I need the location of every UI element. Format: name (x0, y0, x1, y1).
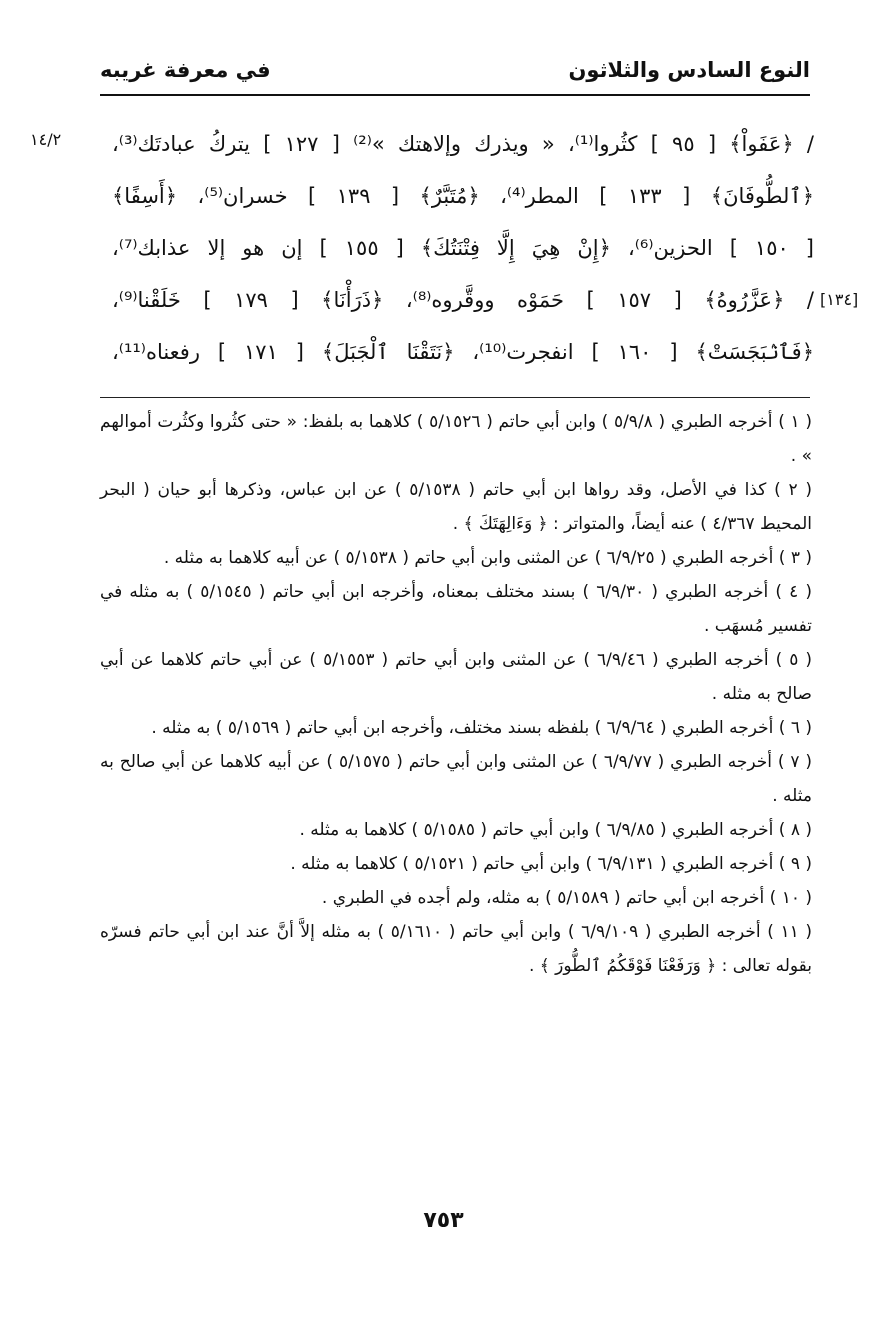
footnote-number: ( ٤ ) (775, 582, 812, 602)
footnote-item (100, 643, 812, 711)
footnote-text: أخرجه الطبري ( ٦/٩/٧٧ ) عن المثنى وابن أبي حاتم ( ٥/١٥٧٥ ) عن أبيه كلاهما عن أبي صالح به مثله . (100, 752, 812, 806)
footnote-text: أخرجه الطبري ( ٦/٩/١٣١ ) وابن أبي حاتم ( ٥/١٥٢١ ) كلاهما به مثله . (290, 854, 774, 874)
footnote-number: ( ٥ ) (775, 650, 813, 670)
footnote-number: ( ١ ) (778, 412, 813, 432)
footnote-text: أخرجه الطبري ( ٦/٩/٢٥ ) عن المثنى وابن أبي حاتم ( ٥/١٥٣٨ ) عن أبيه كلاهما به مثله . (163, 548, 774, 568)
text-line: [ ١٥٠ ] الحزين⁽⁶⁾، ﴿إِنْ هِيَ إِلَّا فِتْنَتُكَ﴾ [ ١٥٥ ] إن هو إلا عذابك⁽⁷⁾، (112, 236, 814, 260)
page-number: ٧٥٣ (423, 1208, 464, 1233)
footnote-item (100, 541, 812, 575)
footnote-number: ( ١١ ) (767, 922, 812, 942)
footnote-item (100, 847, 812, 881)
footnote-item (100, 745, 812, 813)
footnote-number: ( ٢ ) (774, 480, 812, 500)
footnotes (100, 405, 812, 983)
footnote-text: أخرجه الطبري ( ٦/٩/٤٦ ) عن المثنى وابن أبي حاتم ( ٥/١٥٥٣ ) عن أبي حاتم كلاهما عن أبي صالح به مثله . (100, 650, 812, 704)
footnote-item (100, 915, 812, 983)
footnote-number: ( ٣ ) (778, 548, 812, 568)
footnote-text: أخرجه الطبري ( ٦/٩/٦٤ ) بلفظه بسند مختلف، وأخرجه ابن أبي حاتم ( ٥/١٥٦٩ ) به مثله . (151, 718, 774, 738)
footnote-text: كذا في الأصل، وقد رواها ابن أبي حاتم ( ٥/١٥٣٨ ) عن ابن عباس، وذكرها أبو حيان ( البحر المحيط ٤/٣٦٧ ) عنه أيضاً، والمتواتر : ﴿ وَءَالِهَتَكَ ﴾ . (100, 480, 812, 534)
footnote-text: أخرجه الطبري ( ٦/٩/٨٥ ) وابن أبي حاتم ( ٥/١٥٨٥ ) كلاهما به مثله . (299, 820, 774, 840)
text-line: ﴿ٱلطُّوفَانَ﴾ [ ١٣٣ ] المطر⁽⁴⁾، ﴿مُتَبَّرٌ﴾ [ ١٣٩ ] خسران⁽⁵⁾، ﴿أَسِفًا﴾ (112, 184, 814, 208)
footnote-number: ( ٩ ) (778, 854, 812, 874)
chapter-title: النوع السادس والثلاثون (568, 58, 810, 82)
text-line: / ﴿عَزَّرُوهُ﴾ [ ١٥٧ ] حَمَوْه ووقَّروه⁽⁸⁾، ﴿ذَرَأْنَا﴾ [ ١٧٩ ] خَلَقْنا⁽⁹⁾، (112, 288, 814, 312)
section-subtitle: في معرفة غريبه (100, 58, 271, 82)
footnote-item (100, 473, 812, 541)
footnote-text: أخرجه الطبري ( ٥/٩/٨ ) وابن أبي حاتم ( ٥/١٥٢٦ ) كلاهما به بلفظ: « حتى كثُروا وكثُرت أموالهم » . (100, 412, 812, 466)
footnote-number: ( ٧ ) (777, 752, 812, 772)
footnote-text: أخرجه الطبري ( ٦/٩/١٠٩ ) وابن أبي حاتم ( ٥/١٦١٠ ) به مثله إلاَّ أنَّ عند ابن أبي حاتم فسرّه بقوله تعالى : ﴿ وَرَفَعْنَا فَوْقَكُمُ ٱلطُّورَ ﴾ . (100, 922, 812, 976)
footnote-item (100, 405, 812, 473)
footnote-text: أخرجه الطبري ( ٦/٩/٣٠ ) بسند مختلف بمعناه، وأخرجه ابن أبي حاتم ( ٥/١٥٤٥ ) به مثله في تفسير مُسهَب . (100, 582, 812, 636)
footnote-item (100, 711, 812, 745)
footnote-number: ( ٦ ) (778, 718, 812, 738)
footnote-number: ( ١٠ ) (769, 888, 812, 908)
text-line: ﴿فَٱنۢبَجَسَتْ﴾ [ ١٦٠ ] انفجرت⁽¹⁰⁾، ﴿نَتَقْنَا ٱلْجَبَلَ﴾ [ ١٧١ ] رفعناه⁽¹¹⁾، (112, 340, 814, 364)
running-header (100, 52, 810, 96)
footnote-item (100, 881, 812, 915)
margin-reference-volume: ١٤/٢ (30, 130, 62, 149)
footnote-item (100, 575, 812, 643)
main-text (112, 118, 814, 378)
footnote-number: ( ٨ ) (778, 820, 812, 840)
footnote-divider (100, 397, 810, 398)
text-line: / ﴿عَفَواْ﴾ [ ٩٥ ] كثُروا⁽¹⁾، « ويذرك وإلاهتك »⁽²⁾ [ ١٢٧ ] يتركُ عبادتَك⁽³⁾، (112, 132, 814, 156)
footnote-item (100, 813, 812, 847)
footnote-text: أخرجه ابن أبي حاتم ( ٥/١٥٨٩ ) به مثله، ولم أجده في الطبري . (321, 888, 765, 908)
margin-reference-folio: [١٣٤] (820, 290, 859, 309)
